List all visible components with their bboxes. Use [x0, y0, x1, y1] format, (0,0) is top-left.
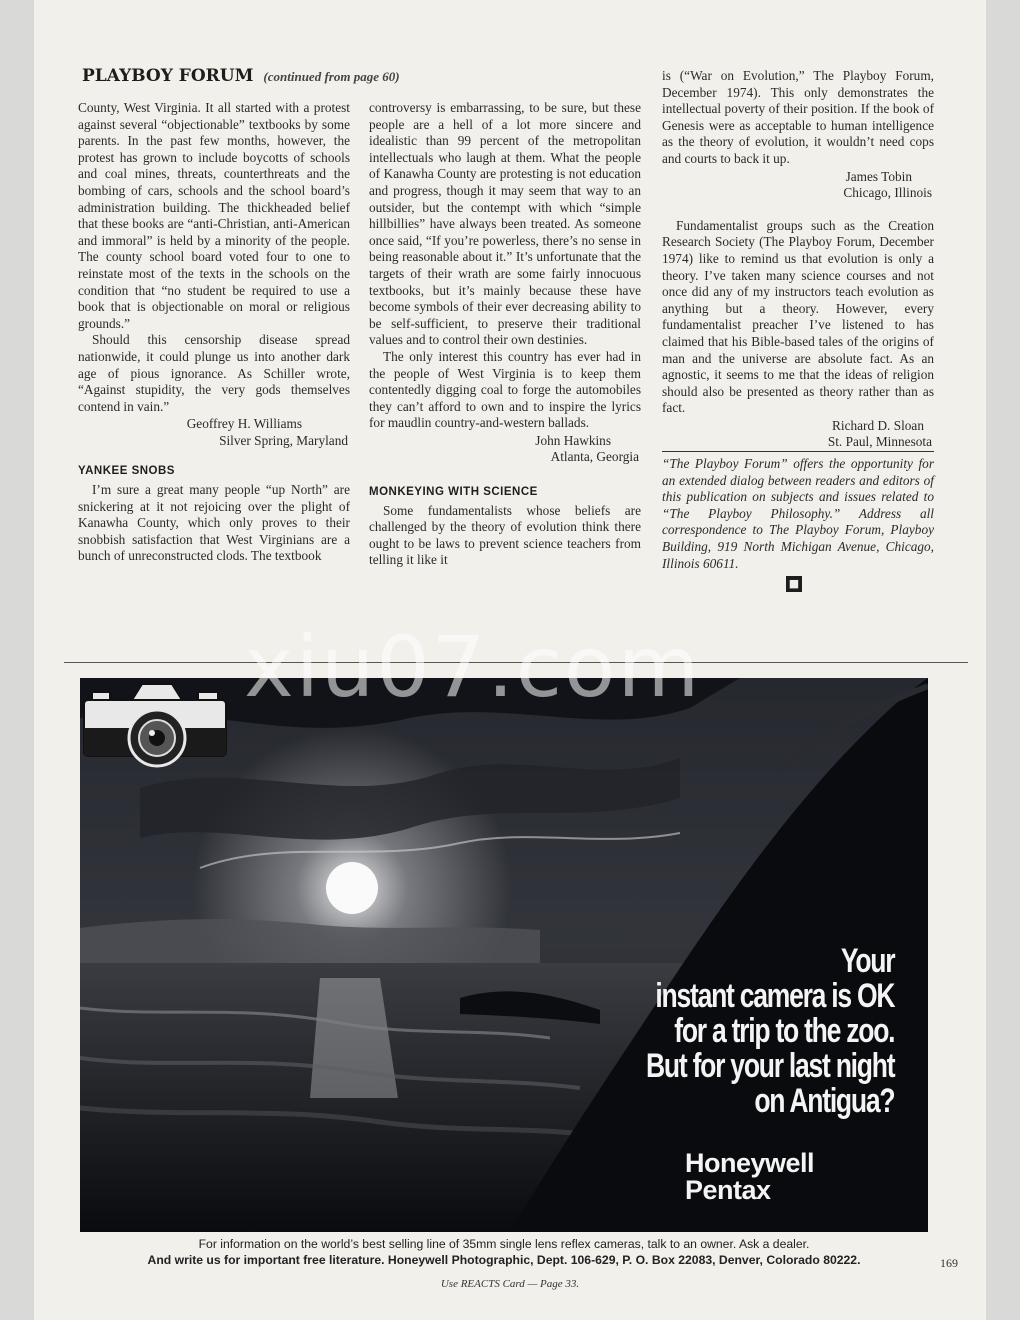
signature [662, 418, 934, 451]
reacts-card-note: Use REACTS Card — Page 33. [440, 1278, 580, 1290]
paragraph: The only interest this country has ever had in the people of West Virginia is to keep them contentedly digging coal to forge the automobiles they can’t afford to own and to inspire the lyrics for maudlin country-and-western ballads. [369, 348, 641, 431]
column-2 [369, 100, 641, 569]
signature-place: St. Paul, Minnesota [827, 434, 932, 450]
forum-editorial-note: “The Playboy Forum” offers the opportunity for an extended dialog between readers and editors of this publication on subjects and issues related to “The Playboy Philosophy.” Address all correspondence to The Playboy Forum, Playboy Building, 919 North Michigan Avenue, Chicago, Illinois 60611. [662, 451, 934, 572]
paragraph: I’m sure a great many people “up North” are snickering at it not rejoicing over the plight of Kanawha County, which only proves to their snobbish satisfaction that West Virginians are a bunch of unreconstructed clods. The textbook [78, 482, 350, 564]
signature-name: Geoffrey H. Williams [186, 416, 302, 432]
signature-place: Silver Spring, Maryland [219, 432, 348, 448]
column-1 [78, 100, 350, 565]
page-number: 169 [940, 1256, 958, 1270]
section-heading: MONKEYING WITH SCIENCE [369, 486, 538, 499]
watermark: xiu07.com [244, 618, 702, 716]
brand-pentax: Pentax [685, 1175, 771, 1205]
paragraph: controversy is embarrassing, to be sure, but these people are a hell of a lot more sincere and idealistic than 99 percent of the metropolitan intellectuals who laugh at them. What the people of Kanawha County are protesting is not education and progress, though it may seem that way to an outsider, but the contempt with which “simple hillbillies” have always been treated. As someone once said, “If you’re powerless, there’s no sense in being reasonable about it.” It’s unfortunate that the targets of their wrath are some fairly innocuous textbooks, but it’s mainly because these have become symbols of their ever decreasing ability to be self-sufficient, to preserve their traditional values and to control their own destinies. [369, 100, 641, 348]
ad-headline [646, 944, 894, 1119]
pentax-advertisement [80, 678, 928, 1232]
paragraph: is (“War on Evolution,” The Playboy Forum, December 1974). This only demonstrates the intellectual poverty of their position. If the book of Genesis were as acceptable to human intelligence as the theory of evolution, it wouldn’t need cops and courts to back it up. [662, 68, 934, 166]
signature-name: Richard D. Sloan [832, 417, 924, 433]
continued-note: (continued from page 60) [263, 69, 400, 84]
signature [369, 433, 641, 466]
bunny-logo-icon: ■ [786, 576, 802, 592]
forum-title: PLAYBOY FORUM [82, 66, 254, 86]
section-heading: YANKEE SNOBS [78, 465, 175, 478]
magazine-page [34, 0, 986, 1320]
paragraph: Fundamentalist groups such as the Creation Research Society (The Playboy Forum, December 1974) like to remind us that evolution is only a theory. I’ve taken many science courses and not once did any of my instructors teach evolution as anything but a theory. However, every fundamentalist preacher I’ve listened to has claimed that his Bible-based tales of the origins of man and the universe are absolute fact. As an agnostic, it seems to me that the ideas of religion should also be presented as theory rather than as fact. [662, 217, 934, 416]
ad-footer [80, 1236, 928, 1268]
paragraph: Should this censorship disease spread nationwide, it could plunge us into another dark age of pious ignorance. As Schiller wrote, “Against stupidity, the very gods themselves contend in vain.” [78, 332, 350, 414]
ad-footer-line: For information on the world’s best selling line of 35mm single lens reflex cameras, talk to an owner. Ask a dealer. [198, 1237, 810, 1251]
signature-name: John Hawkins [535, 432, 611, 448]
signature [662, 169, 934, 202]
headline-line: for a trip to the zoo. [673, 1012, 894, 1050]
page-header [82, 66, 400, 86]
headline-line: on Antigua? [754, 1082, 894, 1120]
signature-name: James Tobin [845, 168, 912, 184]
column-3 [662, 68, 934, 592]
paragraph: County, West Virginia. It all started with a protest against several “objectionable” textbooks by some parents. In the past few months, however, the protest has grown to include boycotts of schools and coal mines, threats, counterthreats and the bombing of cars, schools and the school board’s administration building. The thickheaded belief that these books are “anti-Christian, anti-American and immoral” is held by a minority of the people. The county school board voted four to one to reinstate most of the texts in the schools on the condition that “no student be required to use a book that is objectionable on moral or religious grounds.” [78, 100, 350, 331]
headline-line: But for your last night [645, 1047, 894, 1085]
signature [78, 416, 350, 449]
signature-place: Chicago, Illinois [843, 185, 932, 201]
signature-place: Atlanta, Georgia [550, 449, 639, 465]
brand-logo [685, 1150, 814, 1204]
camera-icon [80, 678, 230, 774]
ad-footer-line: And write us for important free literature. Honeywell Photographic, Dept. 106-629, P. O. Box 22083, Denver, Colorado 80222. [147, 1253, 861, 1267]
headline-line: instant camera is OK [655, 977, 894, 1015]
brand-honeywell: Honeywell [685, 1148, 815, 1178]
headline-line: Your [840, 942, 894, 980]
paragraph: Some fundamentalists whose beliefs are challenged by the theory of evolution think there ought to be laws to prevent science teachers from telling it like it [369, 502, 641, 568]
